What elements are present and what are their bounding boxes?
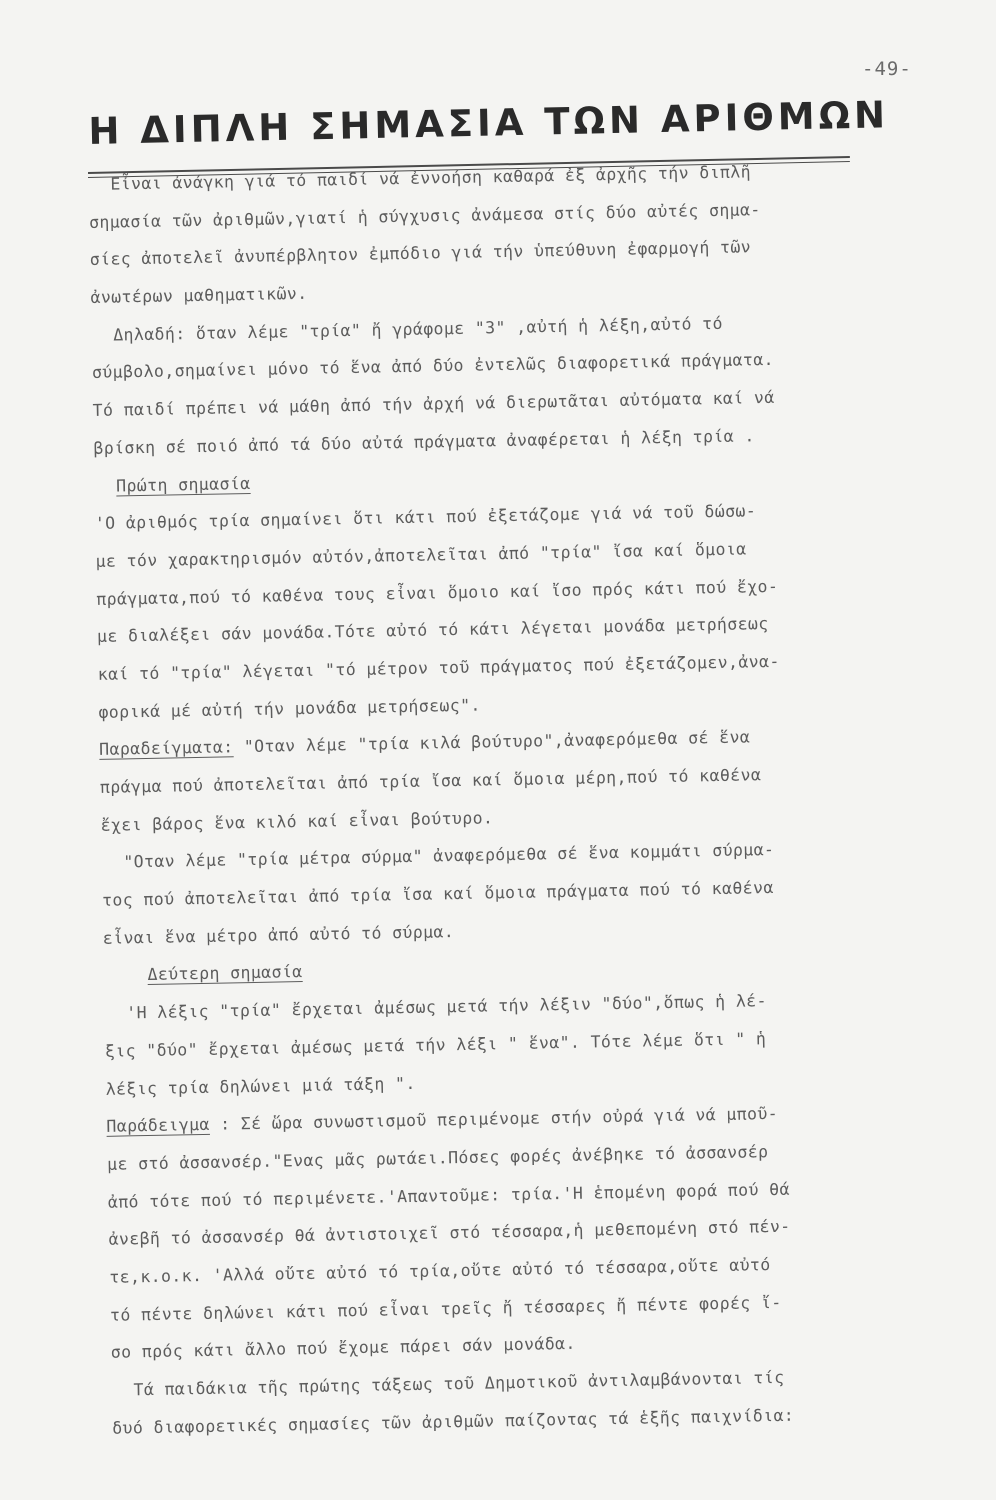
text-line: καί τό "τρία" λέγεται "τό μέτρον τοῦ πράγματος πού ἐξετάζομεν,ἀνα-	[97, 651, 780, 684]
text-line: ξις "δύο" ἔρχεται ἀμέσως μετά τήν λέξι " ἕνα". Τότε λέμε ὅτι " ἡ	[104, 1028, 767, 1061]
text-line: εἶναι ἕνα μέτρο ἀπό αὐτό τό σύρμα.	[102, 921, 455, 948]
text-fragment: "Οταν λέμε "τρία κιλά βούτυρο",ἀναφερόμεθα σέ ἕνα	[243, 727, 751, 757]
page-title: Η ΔΙΠΛΗ ΣΗΜΑΣΙΑ ΤΩΝ ΑΡΙΘΜΩΝ	[88, 93, 890, 153]
text-line: σο πρός κάτι ἄλλο πού ἔχομε πάρει σάν μονάδα.	[110, 1334, 576, 1363]
text-line: βρίσκη σέ ποιό ἀπό τά δύο αὐτά πράγματα ἀναφέρεται ἡ λέξη τρία .	[93, 426, 755, 458]
text-line: δυό διαφορετικές σημασίες τῶν ἀριθμῶν παίζοντας τά ἑξῆς παιχνίδια:	[112, 1405, 795, 1438]
text-line: Τό παιδί πρέπει νά μάθη ἀπό τήν ἀρχή νά διερωτᾶται αὐτόματα καί νά	[92, 387, 775, 421]
text-line: Δηλαδή: ὅταν λέμε "τρία" ἤ γράφομε "3" ,αὐτή ἡ λέξη,αὐτό τό	[113, 313, 724, 345]
section-heading-label: Πρώτη σημασία	[115, 473, 251, 496]
text-line: "Οταν λέμε "τρία μέτρα σύρμα" ἀναφερόμεθα σέ ἕνα κομμάτι σύρμα-	[123, 840, 775, 872]
text-line: λέξις τρία δηλώνει μιά τάξη ".	[105, 1073, 416, 1099]
text-line: σύμβολο,σημαίνει μόνο τό ἕνα ἀπό δύο ἐντελῶς διαφορετικά πράγματα.	[91, 350, 775, 383]
text-line: τε,κ.ο.κ. 'Αλλά οὔτε αὐτό τό τρία,οὔτε αὐτό τό τέσσαρα,οὔτε αὐτό	[109, 1255, 771, 1287]
text-line: τος πού ἀποτελεῖται ἀπό τρία ἴσα καί ὅμοια πράγματα πού τό καθένα	[101, 878, 774, 910]
text-line: ἀνωτέρων μαθηματικῶν.	[90, 283, 308, 308]
body-text	[88, 150, 952, 1447]
text-line: με τόν χαρακτηρισμόν αὐτόν,ἀποτελεῖται ἀπό "τρία" ἴσα καί ὅμοια	[95, 539, 747, 571]
text-line: 'Η λέξις "τρία" ἔρχεται ἀμέσως μετά τήν λέξιν "δύο",ὅπως ἡ λέ-	[126, 991, 768, 1023]
section-heading-label: Δεύτερη σημασία	[147, 962, 303, 985]
text-line: με διαλέξει σάν μονάδα.Τότε αὐτό τό κάτι λέγεται μονάδα μετρήσεως	[96, 614, 769, 647]
text-line: φορικά μέ αὐτή τήν μονάδα μετρήσεως".	[98, 695, 481, 722]
page-number: -49-	[862, 58, 912, 80]
text-line: πράγματα,πού τό καθένα τους εἶναι ὅμοιο καί ἴσο πρός κάτι πού ἔχο-	[96, 576, 779, 609]
text-line: με στό ἀσσανσέρ."Ενας μᾶς ρωτάει.Πόσες φορές ἀνέβηκε τό ἀσσανσέρ	[106, 1141, 769, 1174]
text-line: ἀπό τότε πού τό περιμένετε.'Απαντοῦμε: τρία.'Η ἑπομένη φορά πού θά	[107, 1179, 790, 1212]
text-line: Εἶναι ἀνάγκη γιά τό παιδί νά ἐννοήση καθαρά ἐξ ἀρχῆς τήν διπλῆ	[110, 162, 752, 194]
text-line: πράγμα πού ἀποτελεῖται ἀπό τρία ἴσα καί ὅμοια μέρη,πού τό καθένα	[99, 765, 762, 797]
example-label: Παράδειγμα	[106, 1115, 210, 1137]
text-line: ἔχει βάρος ἕνα κιλό καί εἶναι βούτυρο.	[100, 808, 494, 835]
text-line: 'Ο ἀριθμός τρία σημαίνει ὅτι κάτι πού ἐξετάζομε γιά νά τοῦ δώσω-	[94, 501, 757, 534]
text-line: τό πέντε δηλώνει κάτι πού εἶναι τρεῖς ἤ τέσσαρες ἤ πέντε φορές ἴ-	[109, 1292, 782, 1325]
examples-label: Παραδείγματα:	[99, 737, 234, 760]
text-line: σημασία τῶν ἀριθμῶν,γιατί ἡ σύγχυσις ἀνάμεσα στίς δύο αὐτές σημα-	[88, 199, 761, 232]
text-line: ἀνεβῆ τό ἀσσανσέρ θά ἀντιστοιχεῖ στό τέσσαρα,ἡ μεθεπομένη στό πέν-	[108, 1216, 791, 1250]
text-fragment: : Σέ ὥρα συνωστισμοῦ περιμένομε στήν οὐρά γιά νά μποῦ-	[219, 1104, 779, 1134]
text-line: σίες ἀποτελεῖ ἀνυπέρβλητον ἐμπόδιο γιά τήν ὑπεύθυνη ἐφαρμογή τῶν	[89, 237, 752, 270]
text-line: Τά παιδάκια τῆς πρώτης τάξεως τοῦ Δημοτικοῦ ἀντιλαμβάνονται τίς	[133, 1367, 785, 1400]
